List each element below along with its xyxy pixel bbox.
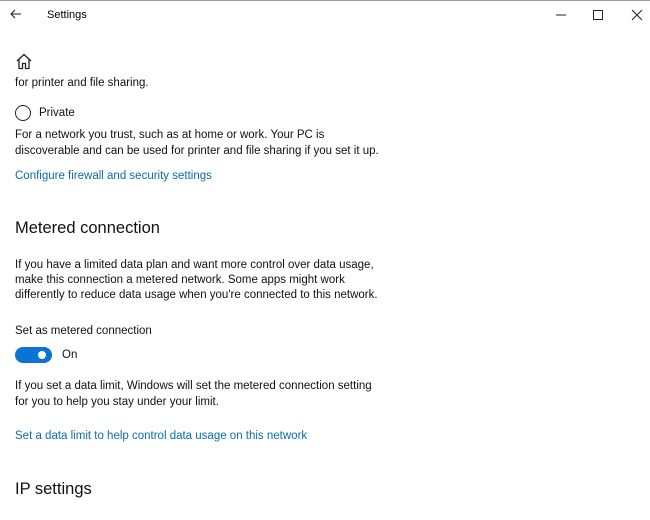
- home-button[interactable]: [14, 52, 34, 72]
- truncated-description: for printer and file sharing.: [15, 77, 149, 89]
- minimize-icon: [549, 5, 573, 25]
- back-arrow-icon: [6, 4, 26, 24]
- minimize-button[interactable]: [549, 5, 573, 25]
- back-button[interactable]: [6, 4, 26, 24]
- configure-firewall-link[interactable]: Configure firewall and security settings: [15, 170, 212, 182]
- maximize-icon: [586, 5, 610, 25]
- metered-toggle-label: Set as metered connection: [15, 325, 152, 337]
- metered-description-line3: differently to reduce data usage when you're connected to this network.: [15, 289, 378, 301]
- data-limit-note-line2: for you to help you stay under your limit.: [15, 396, 219, 408]
- close-button[interactable]: [625, 5, 649, 25]
- private-radio[interactable]: [15, 105, 31, 121]
- metered-description-line2: make this connection a metered network. Some apps might work: [15, 274, 345, 286]
- close-icon: [625, 5, 649, 25]
- set-data-limit-link[interactable]: Set a data limit to help control data usage on this network: [15, 430, 308, 442]
- toggle-state-label: On: [62, 349, 78, 361]
- metered-description-line1: If you have a limited data plan and want more control over data usage,: [15, 259, 374, 271]
- data-limit-note-line1: If you set a data limit, Windows will set the metered connection setting: [15, 380, 372, 392]
- metered-connection-toggle[interactable]: [15, 347, 52, 363]
- ip-settings-heading: IP settings: [15, 480, 92, 498]
- title-bar: [0, 1, 650, 31]
- private-description-line1: For a network you trust, such as at home or work. Your PC is: [15, 129, 325, 141]
- home-icon: [14, 52, 34, 72]
- private-description-line2: discoverable and can be used for printer and file sharing if you set it up.: [15, 145, 379, 157]
- maximize-button[interactable]: [586, 5, 610, 25]
- toggle-knob: [38, 351, 46, 359]
- private-radio-label[interactable]: Private: [39, 107, 75, 119]
- window-title: Settings: [47, 9, 87, 21]
- metered-connection-heading: Metered connection: [15, 219, 160, 237]
